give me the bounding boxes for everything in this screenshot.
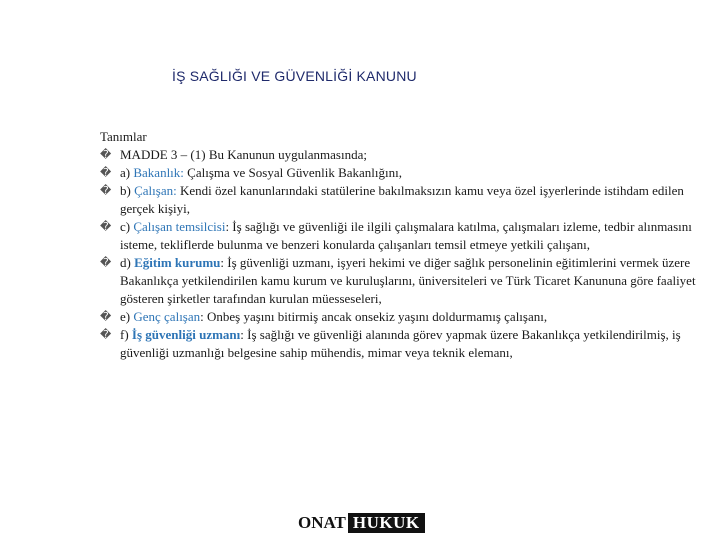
list-item [98, 326, 698, 362]
list-item [98, 218, 698, 254]
item-text: : İş sağlığı ve güvenliği ile ilgili çalışmalara katılma, çalışmaları izleme, tedbir alınmasını isteme, tekliflerde bulunma ve benzeri konularda çalışanları temsil etmeye yetkili çalışanı, [120, 219, 692, 252]
bullet-icon: � [100, 185, 112, 197]
item-prefix: e) [120, 309, 134, 324]
term-label: Çalışan temsilcisi [133, 219, 226, 234]
item-text: : İş sağlığı ve güvenliği alanında görev yapmak üzere Bakanlıkça yetkilendirilmiş, iş güvenliği uzmanlığı belgesine sahip mühendis, mimar veya teknik elemanı, [120, 327, 681, 360]
term-label: Bakanlık: [133, 165, 184, 180]
item-text: : İş güvenliği uzmanı, işyeri hekimi ve diğer sağlık personelinin eğitimlerini vermek üzere Bakanlıkça yetkilendirilen kamu kurum ve kuruluşlarını, üniversiteleri ve Türk Ticaret Kanununa göre faaliyet gösteren şirketler tarafından kurulan müesseseleri, [120, 255, 696, 306]
logo-text-hukuk: HUKUK [348, 513, 425, 533]
term-label: Çalışan: [134, 183, 177, 198]
list-item [98, 182, 698, 218]
term-label: Eğitim kurumu [134, 255, 221, 270]
logo-text-onat: ONAT [298, 513, 346, 532]
bullet-icon: � [100, 311, 112, 323]
item-prefix: MADDE 3 – (1) Bu Kanunun uygulanmasında; [120, 147, 367, 162]
item-text: Çalışma ve Sosyal Güvenlik Bakanlığını, [183, 165, 402, 180]
bullet-icon: � [100, 149, 112, 161]
item-prefix: c) [120, 219, 134, 234]
page-title: İŞ SAĞLIĞI VE GÜVENLİĞİ KANUNU [172, 68, 417, 84]
definitions-section [98, 128, 698, 362]
bullet-icon: � [100, 221, 112, 233]
onat-hukuk-logo [298, 513, 425, 533]
bullet-icon: � [100, 167, 112, 179]
list-item [98, 164, 698, 182]
section-heading: Tanımlar [100, 129, 147, 144]
list-item [98, 254, 698, 308]
list-item [98, 146, 698, 164]
item-prefix: d) [120, 255, 135, 270]
item-text: : Onbeş yaşını bitirmiş ancak onsekiz yaşını doldurmamış çalışanı, [200, 309, 548, 324]
term-label: İş güvenliği uzmanı [131, 327, 241, 342]
item-prefix: f) [120, 327, 132, 342]
item-prefix: b) [120, 183, 135, 198]
term-label: Genç çalışan [133, 309, 201, 324]
bullet-icon: � [100, 329, 112, 341]
bullet-icon: � [100, 257, 112, 269]
item-text: Kendi özel kanunlarındaki statülerine bakılmaksızın kamu veya özel işyerlerinde istihdam edilen gerçek kişiyi, [120, 183, 684, 216]
item-prefix: a) [120, 165, 134, 180]
list-item [98, 308, 698, 326]
